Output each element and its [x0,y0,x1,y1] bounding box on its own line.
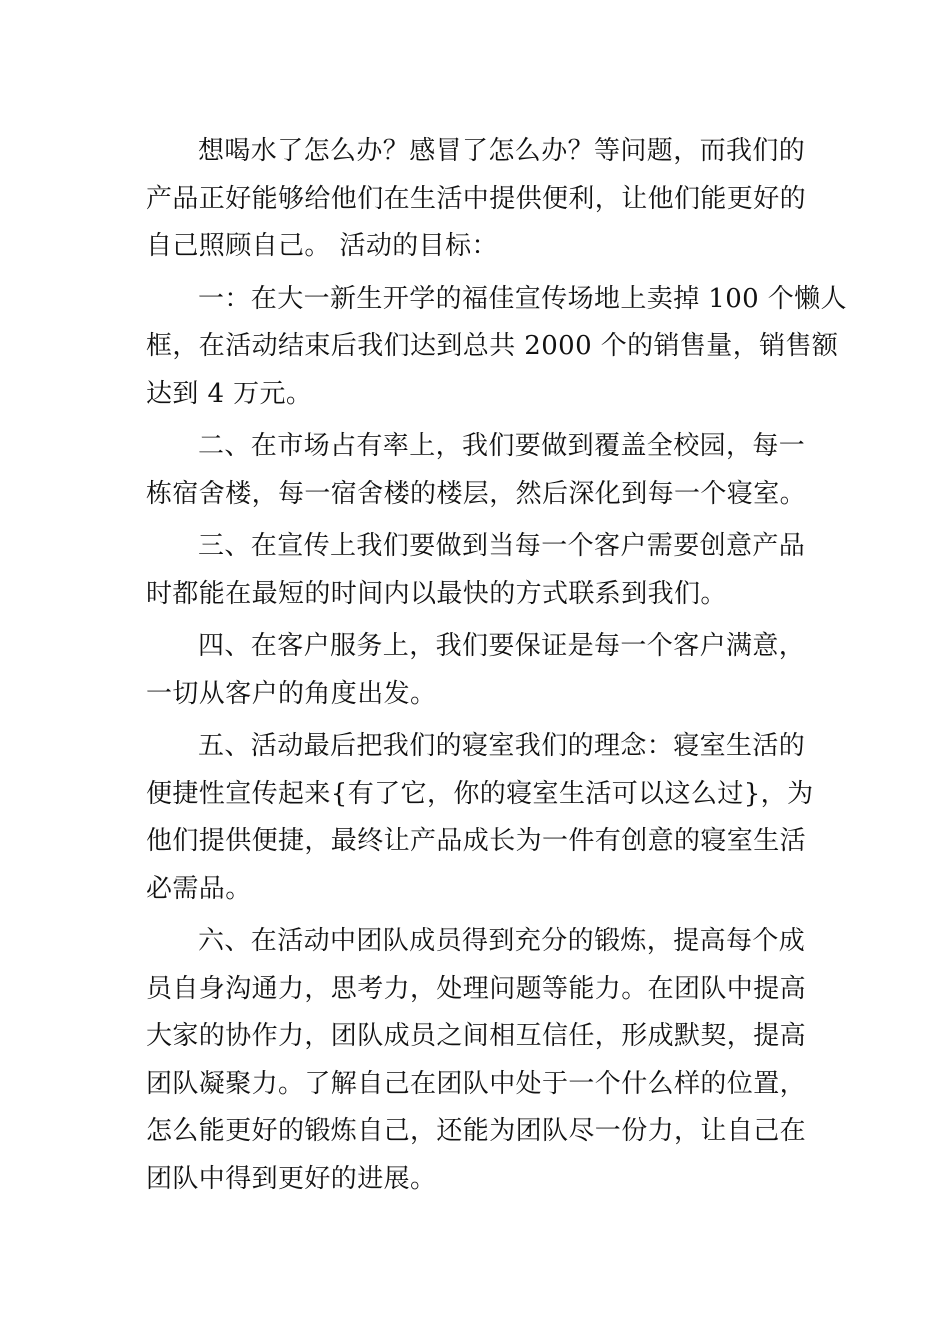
paragraph-goal-3 [146,523,806,618]
text-line: 员自身沟通力，思考力，处理问题等能力。在团队中提高 [146,973,807,1004]
text-line: 团队中得到更好的进展。 [146,1163,437,1194]
text-line: 他们提供便捷，最终让产品成长为一件有创意的寝室生活 [146,826,807,856]
text-line: 一：在大一新生开学的福佳宣传场地上卖掉 100 个懒人 [198,283,847,314]
text-line: 时都能在最短的时间内以最快的方式联系到我们。 [146,578,727,609]
text-line: 栋宿舍楼，每一宿舍楼的楼层，然后深化到每一个寝室。 [146,478,807,509]
text-line: 三、在宣传上我们要做到当每一个客户需要创意产品 [198,531,806,561]
text-line: 团队凝聚力。了解自己在团队中处于一个什么样的位置， [146,1068,807,1099]
text-line: 一切从客户的角度出发。 [146,678,437,709]
text-line: 五、活动最后把我们的寝室我们的理念：寝室生活的 [198,731,806,761]
paragraph-goal-1 [146,276,847,419]
text-line: 大家的协作力，团队成员之间相互信任，形成默契，提高 [146,1021,807,1051]
text-line: 怎么能更好的锻炼自己，还能为团队尽一份力，让自己在 [146,1116,807,1146]
paragraph-goal-4 [146,623,806,718]
text-line: 便捷性宣传起来{有了它，你的寝室生活可以这么过}，为 [146,778,814,809]
paragraph-intro [146,128,806,271]
text-line: 自己照顾自己。 活动的目标： [146,231,498,261]
text-line: 想喝水了怎么办？感冒了怎么办？等问题，而我们的 [198,136,806,166]
text-line: 产品正好能够给他们在生活中提供便利，让他们能更好的 [146,183,807,214]
text-line: 必需品。 [146,873,252,904]
text-line: 二、在市场占有率上，我们要做到覆盖全校园，每一 [198,431,806,461]
text-line: 达到 4 万元。 [146,378,313,409]
paragraph-goal-5 [146,723,814,913]
text-line: 四、在客户服务上，我们要保证是每一个客户满意， [198,631,806,661]
text-line: 框，在活动结束后我们达到总共 2000 个的销售量，销售额 [146,331,839,361]
paragraph-goal-2 [146,423,806,518]
document-body [146,128,847,1208]
paragraph-goal-6 [146,918,806,1203]
text-line: 六、在活动中团队成员得到充分的锻炼，提高每个成 [198,926,806,956]
